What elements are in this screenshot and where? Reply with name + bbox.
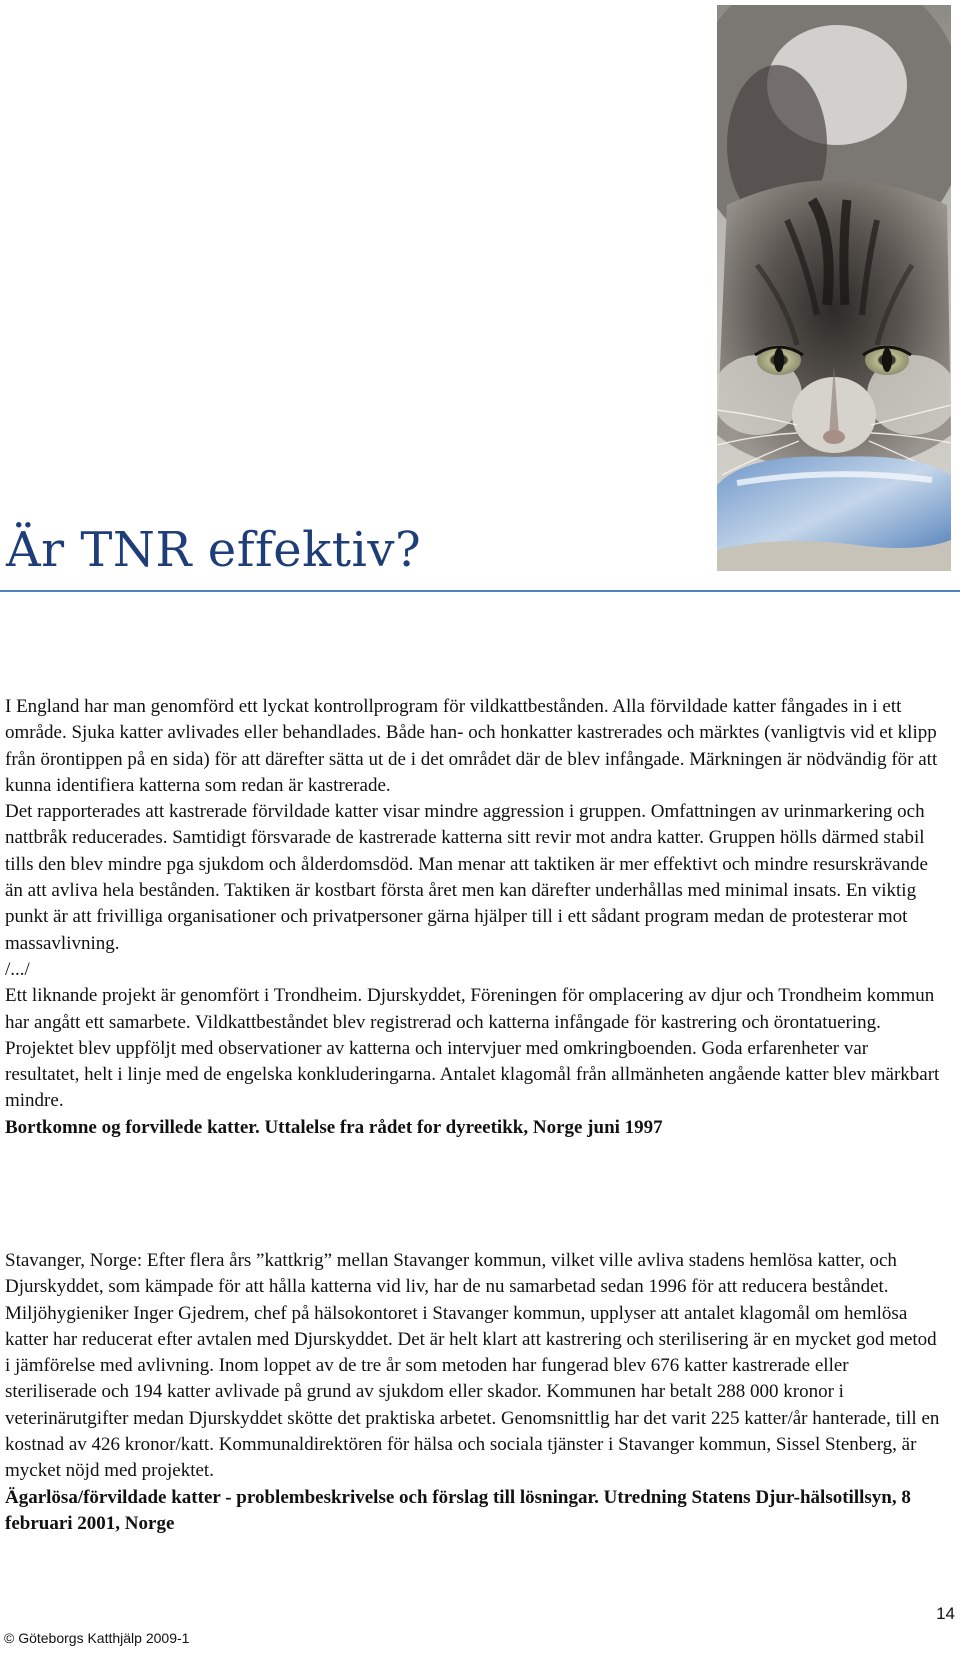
section-england-trondheim xyxy=(5,694,945,1141)
footer-copyright: © Göteborgs Katthjälp 2009-1 xyxy=(4,1630,190,1646)
title-divider xyxy=(0,590,960,592)
source-citation-2001: Ägarlösa/förvildade katter - problembeskrivelse och förslag till lösningar. Utredning Statens Djur-hälsotillsyn, 8 februari 2001, Norge xyxy=(5,1486,911,1534)
paragraph-ellipsis: /.../ xyxy=(5,958,30,980)
section-stavanger xyxy=(5,1248,945,1537)
page-number: 14 xyxy=(936,1604,955,1623)
page-title: Är TNR effektiv? xyxy=(6,522,422,578)
paragraph-aggression: Det rapporterades att kastrerade förvildade katter visar mindre aggression i gruppen. Omfattningen av urinmarkering och nattbråk reducerades. Samtidigt försvarade de kastrerade katterna sitt revir mot andra katter. Gruppen hölls därmed stabil tills den blev mindre pga sjukdom och ålderdomsdöd. Man menar att taktiken är mer effektivt och mindre resurskrävande än att avliva hela bestånden. Taktiken är kostbart första året men kan därefter underhållas med minimal insats. En viktig punkt är att frivilliga organisationer och privatpersoner gärna hjälper till i ett sådant program medan de protesterar mot massavlivning. xyxy=(5,801,928,954)
source-citation-1997: Bortkomne og forvillede katter. Uttalelse fra rådet for dyreetikk, Norge juni 1997 xyxy=(5,1116,663,1138)
paragraph-stavanger: Stavanger, Norge: Efter flera års ”kattkrig” mellan Stavanger kommun, vilket ville avliva stadens hemlösa katter, och Djurskyddet, som kämpade för att hålla katterna vid liv, har de nu samarbetad sedan 1996 för att reducera beståndet. Miljöhygieniker Inger Gjedrem, chef på hälsokontoret i Stavanger kommun, upplyser att antalet klagomål om hemlösa katter har reducerat efter avtalen med Djurskyddet. Det är helt klart att kastrering och sterilisering är en mycket god metod i jämförelse med avlivning. Inom loppet av de tre år som metoden har fungerad blev 676 katter kastrerade eller steriliserade och 194 katter avlivade på grund av sjukdom eller skador. Kommunen har betalt 288 000 kronor i veterinärutgifter medan Djurskyddet skötte det praktiska arbetet. Genomsnittlig har det varit 225 katter/år hanterade, till en kostnad av 426 kronor/katt. Kommunaldirektören för hälsa och sociala tjänster i Stavanger kommun, Sissel Stenberg, är mycket nöjd med projektet. xyxy=(5,1250,940,1482)
paragraph-england: I England har man genomförd ett lyckat kontrollprogram för vildkattbestånden. Alla förvildade katter fångades in i ett område. Sjuka katter avlivades eller behandlades. Både han- och honkatter kastrerades och märktes (vanligtvis vid et klipp från örontippen på en sida) för att därefter sätta ut de i det området där de blev infångade. Märkningen är nödvändig för att kunna identifiera katterna som redan är kastrerade. xyxy=(5,696,938,796)
paragraph-trondheim: Ett liknande projekt är genomfört i Trondheim. Djurskyddet, Föreningen för omplacering av djur och Trondheim kommun har angått ett samarbete. Vildkattbeståndet blev registrerad och katterna infångade för kastrering och örontatuering. Projektet blev uppföljt med observationer av katterna och intervjuer med omkringboenden. Goda erfarenheter var resultatet, helt i linje med de engelska konkluderingarna. Antalet klagomål från allmänheten angående katter blev märkbart mindre. xyxy=(5,985,940,1112)
cat-photo xyxy=(717,5,951,571)
